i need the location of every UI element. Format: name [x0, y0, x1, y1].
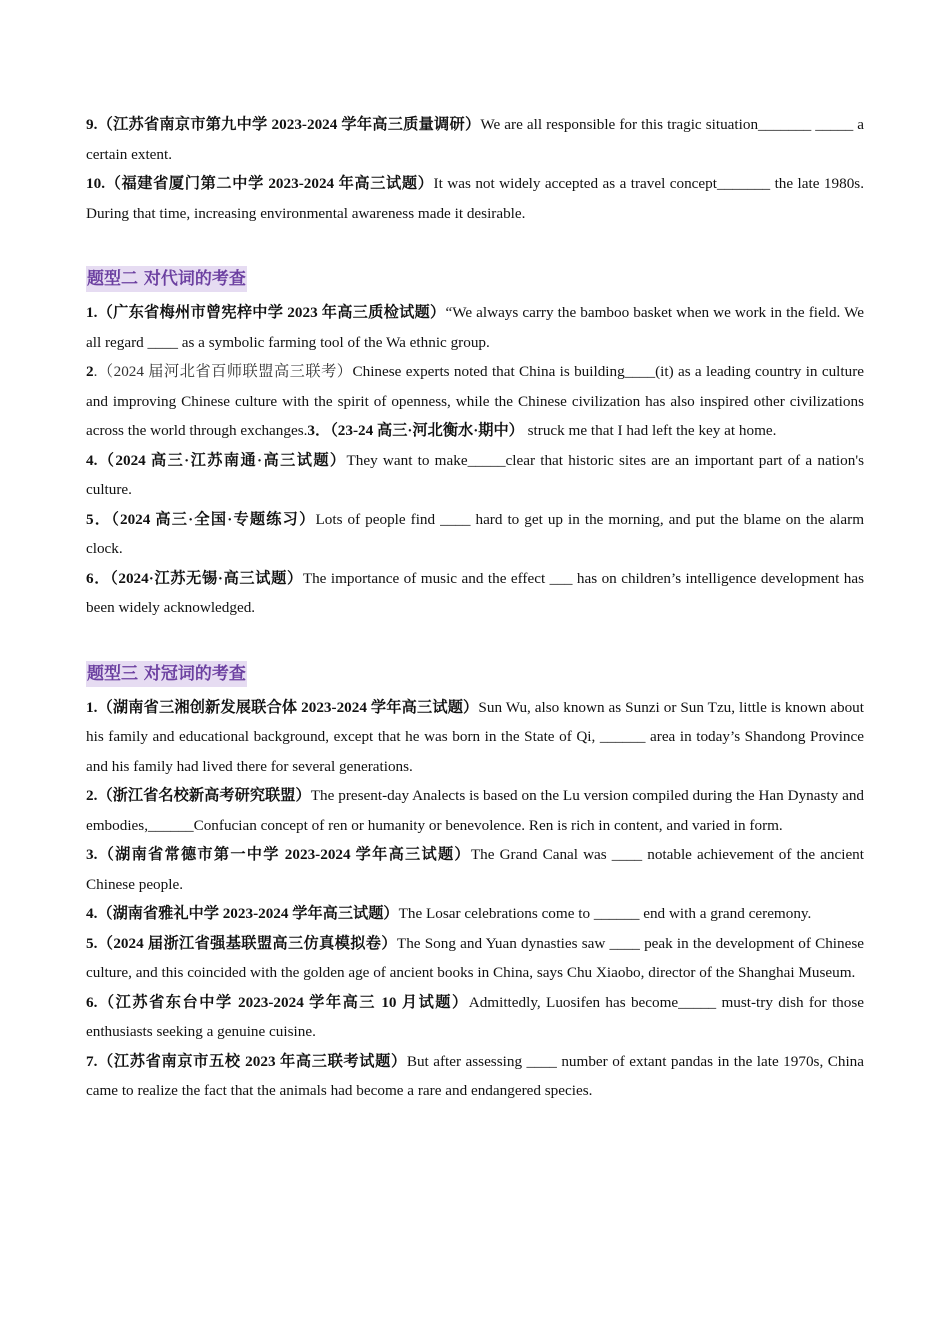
- question-text: The Grand Canal was ____ notable achievement of the ancient Chinese people.: [86, 846, 864, 893]
- question-source: .（2024 届河北省百师联盟高三联考）: [93, 363, 353, 380]
- question-text: The importance of music and the effect ___ has on children’s intelligence development has been widely acknowledged.: [86, 569, 865, 616]
- article-question-7: [86, 1047, 864, 1106]
- question-text: We are all responsible for this tragic situation_______ _____ a certain extent.: [86, 116, 865, 163]
- question-number: 6.: [86, 993, 98, 1011]
- article-question-4: [86, 899, 864, 929]
- question-number: 7.: [86, 1052, 98, 1070]
- question-text: “We always carry the bamboo basket when we work in the field. We all regard ____ as a symbolic farming tool of the Wa ethnic group.: [86, 304, 864, 351]
- question-text: Chinese experts noted that China is building____(it) as a leading country in culture and improving Chinese culture with the spirit of openness, while the Chinese civilization has also inspired other civilizations across the world through exchanges.: [86, 363, 865, 439]
- question-text: struck me that I had left the key at home.: [527, 422, 777, 439]
- document-page: [86, 110, 864, 1106]
- question-number: 10.: [86, 175, 105, 192]
- question-source: （2024 届浙江省强基联盟高三仿真模拟卷）: [97, 934, 397, 952]
- question-number: 6．: [86, 569, 111, 587]
- question-number: 5．: [86, 510, 112, 528]
- pronoun-question-1: [86, 298, 864, 357]
- question-text: The Losar celebrations come to ______ end with a grand ceremony.: [398, 905, 812, 922]
- question-text: But after assessing ____ number of extant pandas in the late 1970s, China came to realize the fact that the animals had become a rare and endangered species.: [86, 1052, 864, 1099]
- pronoun-question-4: [86, 446, 864, 505]
- question-number: 3．: [307, 422, 331, 439]
- article-question-6: [86, 988, 864, 1047]
- question-source: （湖南省雅礼中学 2023-2024 学年高三试题）: [97, 905, 399, 922]
- question-source: （湖南省三湘创新发展联合体 2023-2024 学年高三试题）: [97, 698, 479, 716]
- question-text: The Song and Yuan dynasties saw ____ peak in the development of Chinese culture, and this coincided with the golden age of ancient books in China, says Chu Xiaobo, director of the Shanghai Museum.: [86, 934, 865, 981]
- question-text: Sun Wu, also known as Sunzi or Sun Tzu, little is known about his family and educational background, except that he was born in the State of Qi, ______ area in today’s Shandong Province and his family had lived there for several generations.: [86, 698, 864, 775]
- question-source: （广东省梅州市曾宪梓中学 2023 年高三质检试题）: [97, 304, 446, 321]
- question-text: It was not widely accepted as a travel concept_______ the late 1980s. During that time, increasing environmental awareness made it desirable.: [86, 175, 865, 222]
- question-source: （湖南省常德市第一中学 2023-2024 学年高三试题）: [97, 846, 471, 863]
- question-source: （浙江省名校新高考研究联盟）: [97, 787, 311, 804]
- article-question-1: [86, 693, 864, 782]
- question-source: （2024·江苏无锡·高三试题）: [110, 569, 303, 587]
- question-9: [86, 110, 864, 169]
- section-heading-articles: 题型三 对冠词的考查: [86, 661, 247, 687]
- question-source: （23-24 高三·河北衡水·期中）: [330, 422, 524, 439]
- question-text: They want to make_____clear that historic sites are an important part of a nation's culture.: [86, 451, 864, 498]
- article-question-3: [86, 840, 864, 899]
- pronoun-question-5: [86, 505, 864, 564]
- question-number: 3.: [86, 846, 98, 863]
- question-text: Lots of people find ____ hard to get up in the morning, and put the blame on the alarm clock.: [86, 510, 865, 557]
- question-source: （江苏省南京市五校 2023 年高三联考试题）: [97, 1052, 407, 1070]
- question-source: （江苏省南京市第九中学 2023-2024 学年高三质量调研）: [97, 116, 481, 133]
- question-number: 1.: [86, 304, 98, 321]
- question-number: 4.: [86, 905, 98, 922]
- question-number: 1.: [86, 698, 98, 716]
- question-number: 4.: [86, 451, 98, 469]
- question-source: （2024 高三·全国·专题练习）: [111, 510, 316, 528]
- section-heading-pronouns: 题型二 对代词的考查: [86, 266, 247, 292]
- question-source: （2024 高三·江苏南通·高三试题）: [97, 451, 347, 469]
- question-number: 9.: [86, 116, 98, 133]
- question-text: The present-day Analects is based on the Lu version compiled during the Han Dynasty and embodies,______Confucian concept of ren or humanity or benevolence. Ren is rich in content, and varied in form.: [86, 787, 865, 834]
- question-number: 2: [86, 363, 94, 380]
- question-source: （福建省厦门第二中学 2023-2024 年高三试题）: [104, 175, 434, 192]
- question-number: 5.: [86, 934, 98, 952]
- article-question-2: [86, 781, 864, 840]
- pronoun-question-2: [86, 357, 864, 446]
- question-10: [86, 169, 864, 228]
- question-text: Admittedly, Luosifen has become_____ must-try dish for those enthusiasts seeking a genuine cuisine.: [86, 993, 864, 1040]
- question-source: （江苏省东台中学 2023-2024 学年高三 10 月试题）: [97, 993, 469, 1011]
- pronoun-question-6: [86, 564, 864, 623]
- article-question-5: [86, 929, 864, 988]
- question-number: 2.: [86, 787, 98, 804]
